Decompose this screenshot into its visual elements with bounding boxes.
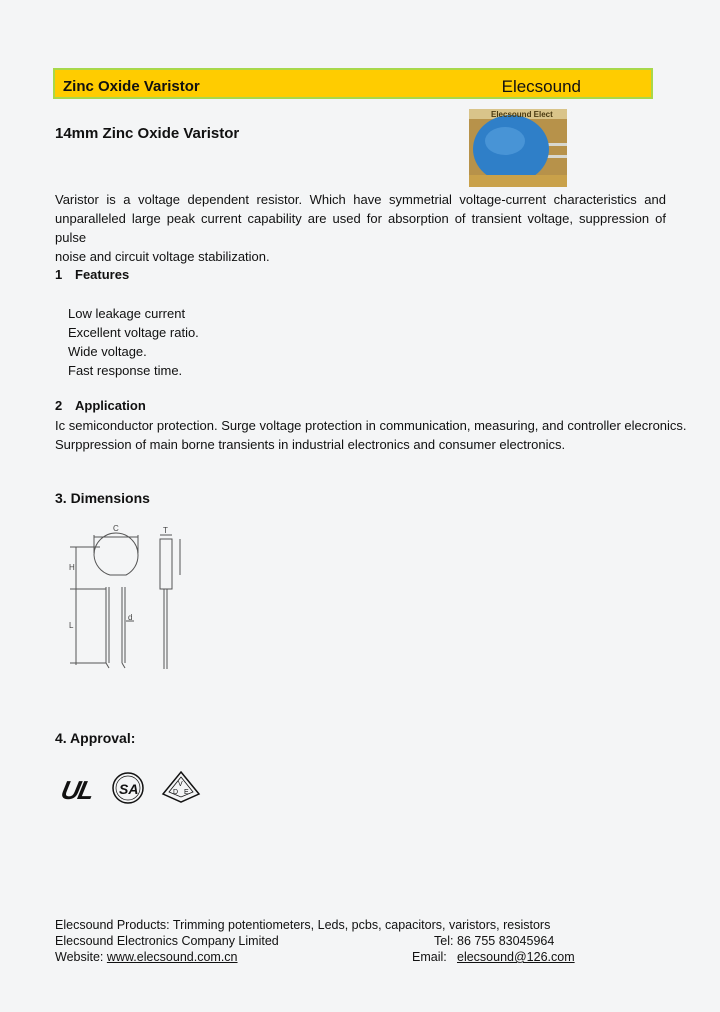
section-title: Application bbox=[75, 398, 146, 413]
footer-email-label: Email: bbox=[412, 950, 447, 964]
intro-line: unparalleled large peak current capability are used for absorption of transient voltage, suppression of pulse bbox=[55, 211, 666, 245]
footer-tel-label: Tel: bbox=[434, 934, 454, 948]
svg-text:V: V bbox=[178, 781, 183, 788]
svg-text:SA: SA bbox=[119, 781, 139, 797]
dimension-label-d: d bbox=[128, 613, 133, 622]
application-line: Ic semiconductor protection. Surge voltage protection in communication, measuring, and controller elecronics. bbox=[55, 418, 687, 433]
list-item: Low leakage current bbox=[68, 306, 186, 321]
section-title: Features bbox=[75, 267, 130, 282]
dimensions-heading: 3. Dimensions bbox=[55, 490, 150, 506]
features-heading bbox=[55, 267, 129, 282]
approval-logos bbox=[55, 770, 205, 813]
footer bbox=[55, 918, 615, 966]
footer-email-link[interactable]: elecsound@126.com bbox=[457, 950, 575, 964]
section-number: 2 bbox=[55, 398, 63, 413]
application-heading bbox=[55, 398, 146, 413]
dimension-label-l: L bbox=[69, 621, 74, 630]
application-text bbox=[55, 416, 695, 454]
footer-contact-line bbox=[55, 950, 615, 966]
footer-tel: 86 755 83045964 bbox=[457, 934, 555, 948]
svg-text:E: E bbox=[184, 789, 189, 796]
photo-label: Elecsound Elect bbox=[491, 110, 553, 119]
vde-logo-icon bbox=[163, 772, 199, 802]
features-list bbox=[68, 304, 199, 380]
list-item: Fast response time. bbox=[68, 363, 183, 378]
footer-website-link[interactable]: www.elecsound.com.cn bbox=[106, 950, 238, 964]
list-item: Wide voltage. bbox=[68, 344, 147, 359]
footer-website-label: Website: bbox=[55, 950, 104, 964]
svg-text:UL: UL bbox=[58, 775, 96, 805]
dimension-label-t: T bbox=[163, 526, 168, 535]
footer-products-line bbox=[55, 918, 615, 934]
varistor-photo-icon bbox=[469, 109, 567, 187]
header-title: Zinc Oxide Varistor bbox=[63, 78, 200, 95]
dimension-label-c: C bbox=[113, 524, 119, 533]
svg-text:D: D bbox=[173, 789, 179, 796]
dimension-label-h: H bbox=[69, 563, 75, 572]
dimension-diagram bbox=[60, 525, 200, 680]
application-line: Surppression of main borne transients in industrial electronics and consumer electronics. bbox=[55, 437, 566, 452]
section-number: 1 bbox=[55, 267, 63, 282]
footer-products-list: Trimming potentiometers, Leds, pcbs, capacitors, varistors, resistors bbox=[172, 918, 551, 932]
footer-products-label: Elecsound Products: bbox=[55, 918, 170, 932]
intro-line: noise and circuit voltage stabilization. bbox=[55, 249, 270, 264]
header-brand: Elecsound bbox=[501, 77, 581, 96]
intro-line: Varistor is a voltage dependent resistor. Which have symmetrial voltage-current characteristics and bbox=[55, 192, 666, 207]
varistor-dimension-icon bbox=[60, 525, 200, 675]
list-item: Excellent voltage ratio. bbox=[68, 325, 199, 340]
intro-paragraph bbox=[55, 190, 666, 266]
approval-heading: 4. Approval: bbox=[55, 730, 136, 746]
csa-logo-icon bbox=[113, 773, 143, 803]
certification-logos-icon bbox=[55, 770, 205, 808]
footer-company: Elecsound Electronics Company Limited bbox=[55, 934, 279, 948]
page-title: 14mm Zinc Oxide Varistor bbox=[55, 125, 240, 142]
ul-logo-icon bbox=[58, 775, 96, 805]
footer-company-line bbox=[55, 934, 615, 950]
product-photo bbox=[469, 109, 567, 187]
header-bar bbox=[53, 68, 653, 99]
